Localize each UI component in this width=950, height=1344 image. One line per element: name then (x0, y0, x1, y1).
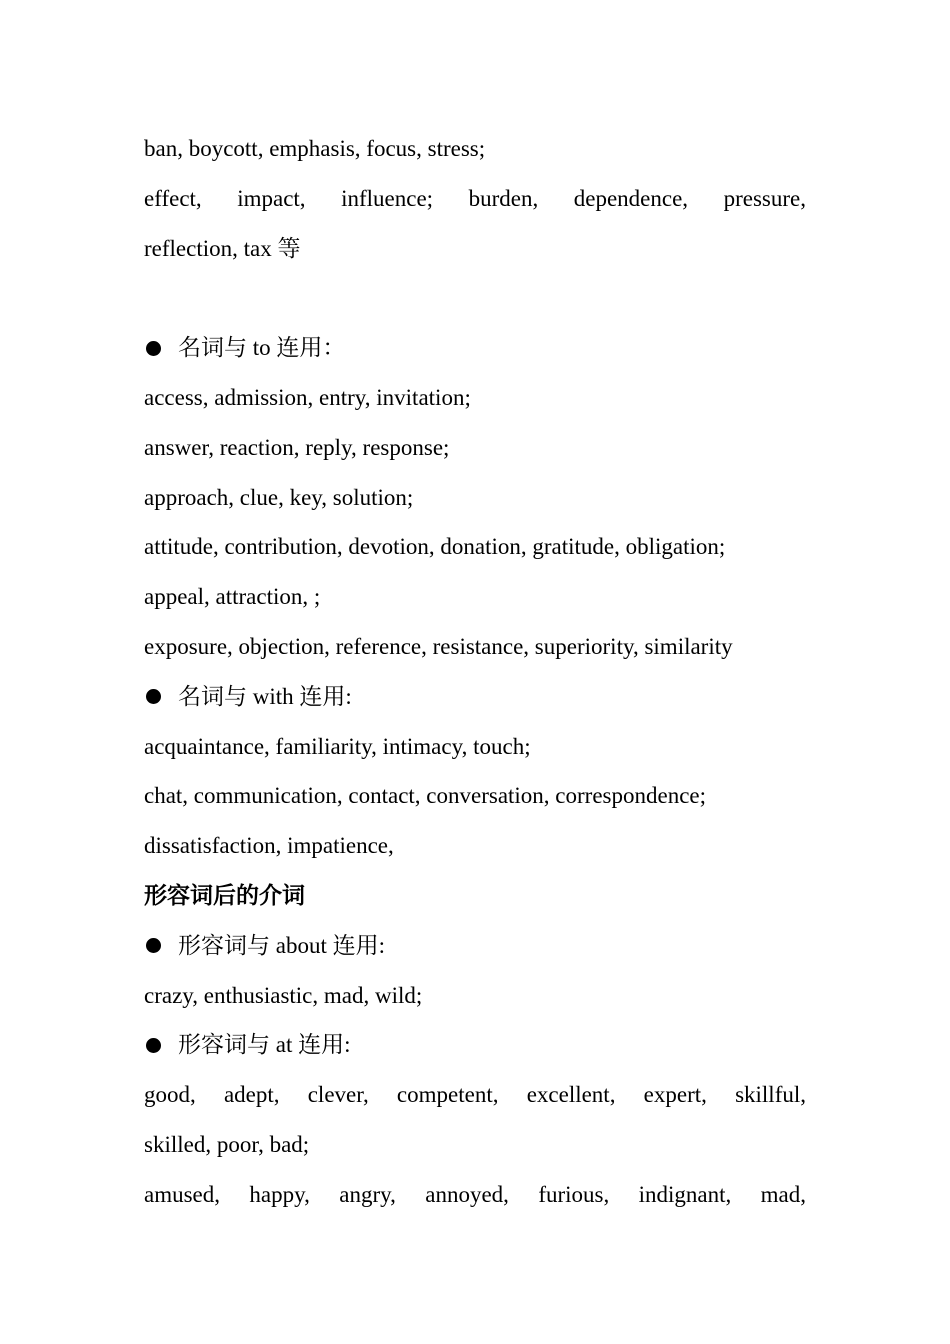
bullet-label: 形容词与 at 连用: (178, 1032, 351, 1058)
text-line: ban, boycott, emphasis, focus, stress; (144, 136, 486, 161)
text-line: effect, impact, influence; burden, dependence, pressure, (144, 185, 806, 211)
bullet-icon (146, 1038, 161, 1053)
text-line: answer, reaction, reply, response; (144, 434, 450, 460)
text-line: approach, clue, key, solution; (144, 484, 414, 510)
text-line: good, adept, clever, competent, excellent, expert, skillful, (144, 1082, 806, 1108)
bullet-icon (146, 689, 161, 704)
text-line: attitude, contribution, devotion, donation, gratitude, obligation; (144, 534, 726, 560)
blank-line (144, 273, 806, 323)
bullet-item (144, 672, 806, 722)
bullet-label: 形容词与 about 连用: (178, 932, 385, 958)
bullet-item (144, 323, 806, 373)
bullet-label: 名词与 with 连用: (178, 683, 352, 709)
section-heading: 形容词后的介词 (144, 882, 305, 908)
text-line: acquaintance, familiarity, intimacy, touch; (144, 733, 531, 759)
text-line: reflection, tax 等 (144, 235, 301, 261)
bullet-icon (146, 938, 161, 953)
text-line: dissatisfaction, impatience, (144, 833, 394, 859)
text-line: chat, communication, contact, conversation, correspondence; (144, 783, 707, 809)
document-page (144, 124, 806, 1220)
text-line: appeal, attraction, ; (144, 584, 321, 610)
bullet-item (144, 1020, 806, 1070)
text-line: exposure, objection, reference, resistance, superiority, similarity (144, 633, 733, 659)
text-line: amused, happy, angry, annoyed, furious, indignant, mad, (144, 1181, 806, 1207)
text-line: access, admission, entry, invitation; (144, 384, 471, 410)
text-line: skilled, poor, bad; (144, 1131, 310, 1157)
bullet-item (144, 921, 806, 971)
text-line: crazy, enthusiastic, mad, wild; (144, 982, 423, 1008)
bullet-label: 名词与 to 连用： (178, 335, 346, 361)
bullet-icon (146, 341, 161, 356)
